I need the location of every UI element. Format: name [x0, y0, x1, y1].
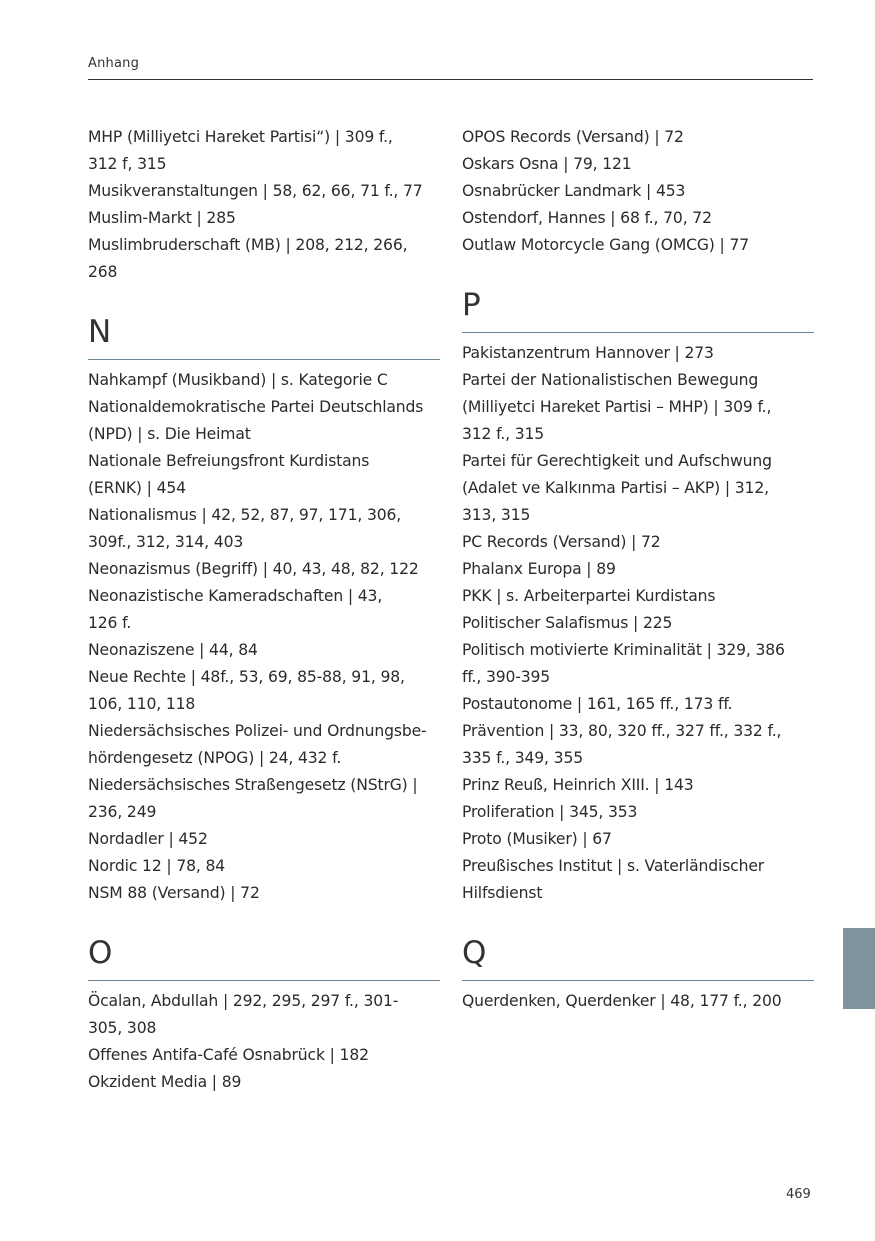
- index-entry-line: (Milliyetci Hareket Partisi – MHP) | 309 f.,: [462, 398, 772, 416]
- section-rule: [88, 359, 440, 360]
- index-entry-line: 313, 315: [462, 506, 531, 524]
- index-entry-line: Phalanx Europa | 89: [462, 560, 616, 578]
- index-entry-line: Osnabrücker Landmark | 453: [462, 182, 686, 200]
- index-entry-line: Niedersächsisches Polizei- und Ordnungsbe-: [88, 722, 427, 740]
- section-heading: [88, 312, 440, 360]
- thumb-index-tab: [843, 928, 875, 1009]
- index-entry-line: Okzident Media | 89: [88, 1073, 242, 1091]
- index-entry-line: Proliferation | 345, 353: [462, 803, 638, 821]
- index-section: [462, 933, 814, 1015]
- index-entry-line: Nationale Befreiungsfront Kurdistans: [88, 452, 370, 470]
- index-entry-line: Neonazismus (Begriff) | 40, 43, 48, 82, 122: [88, 560, 419, 578]
- index-entry-line: Proto (Musiker) | 67: [462, 830, 612, 848]
- index-entry-line: OPOS Records (Versand) | 72: [462, 128, 684, 146]
- index-entry-line: 305, 308: [88, 1019, 157, 1037]
- index-entry-line: 106, 110, 118: [88, 695, 196, 713]
- index-section: [462, 124, 814, 259]
- index-entry-line: Nationalismus | 42, 52, 87, 97, 171, 306,: [88, 506, 402, 524]
- index-entry-line: Niedersächsisches Straßengesetz (NStrG) |: [88, 776, 418, 794]
- index-entry-line: Politischer Salafismus | 225: [462, 614, 673, 632]
- index-entry-line: Nordadler | 452: [88, 830, 208, 848]
- section-rule: [88, 980, 440, 981]
- index-entry-line: PKK | s. Arbeiterpartei Kurdistans: [462, 587, 716, 605]
- section-rule: [462, 980, 814, 981]
- index-entry-line: Neonazistische Kameradschaften | 43,: [88, 587, 383, 605]
- index-entry-line: Partei für Gerechtigkeit und Aufschwung: [462, 452, 772, 470]
- index-entry-line: Ostendorf, Hannes | 68 f., 70, 72: [462, 209, 712, 227]
- section-letter: P: [462, 287, 481, 323]
- index-entry-line: Musikveranstaltungen | 58, 62, 66, 71 f., 77: [88, 182, 423, 200]
- index-entry-line: Politisch motivierte Kriminalität | 329, 386: [462, 641, 785, 659]
- index-entry-line: Neonaziszene | 44, 84: [88, 641, 258, 659]
- index-entry-line: (Adalet ve Kalkınma Partisi – AKP) | 312,: [462, 479, 769, 497]
- index-entry-line: Partei der Nationalistischen Bewegung: [462, 371, 759, 389]
- index-entry-line: Hilfsdienst: [462, 884, 543, 902]
- index-entry-line: 312 f, 315: [88, 155, 167, 173]
- index-entry-line: 268: [88, 263, 118, 281]
- index-entry-line: NSM 88 (Versand) | 72: [88, 884, 260, 902]
- index-entry-line: 236, 249: [88, 803, 157, 821]
- index-entry-line: hördengesetz (NPOG) | 24, 432 f.: [88, 749, 342, 767]
- index-entry-line: Öcalan, Abdullah | 292, 295, 297 f., 301-: [88, 992, 399, 1010]
- index-entry-line: Neue Rechte | 48f., 53, 69, 85-88, 91, 98,: [88, 668, 405, 686]
- index-entry-line: (NPD) | s. Die Heimat: [88, 425, 251, 443]
- section-letter: N: [88, 314, 112, 350]
- index-entry-line: Offenes Antifa-Café Osnabrück | 182: [88, 1046, 369, 1064]
- index-entry-line: 335 f., 349, 355: [462, 749, 583, 767]
- header-rule: [88, 79, 813, 80]
- index-entry-line: PC Records (Versand) | 72: [462, 533, 661, 551]
- running-header: Anhang: [88, 56, 140, 71]
- index-entry-line: Outlaw Motorcycle Gang (OMCG) | 77: [462, 236, 750, 254]
- section-letter: Q: [462, 935, 487, 971]
- index-entry-line: 309f., 312, 314, 403: [88, 533, 244, 551]
- section-letter: O: [88, 935, 113, 971]
- index-section: [462, 285, 814, 907]
- index-entry-line: ff., 390-395: [462, 668, 551, 686]
- index-section: [88, 312, 440, 907]
- page-number: 469: [786, 1187, 811, 1202]
- index-section: [88, 933, 440, 1096]
- index-entry-line: Nationaldemokratische Partei Deutschlands: [88, 398, 424, 416]
- section-rule: [462, 332, 814, 333]
- index-entry-line: Preußisches Institut | s. Vaterländischer: [462, 857, 765, 875]
- index-entry-line: Prävention | 33, 80, 320 ff., 327 ff., 332 f.,: [462, 722, 782, 740]
- index-entry-line: Muslim-Markt | 285: [88, 209, 236, 227]
- index-entry-line: Querdenken, Querdenker | 48, 177 f., 200: [462, 992, 782, 1010]
- index-entry-line: Nahkampf (Musikband) | s. Kategorie C: [88, 371, 388, 389]
- index-entry-line: Postautonome | 161, 165 ff., 173 ff.: [462, 695, 733, 713]
- index-entry-line: (ERNK) | 454: [88, 479, 186, 497]
- index-entry-line: MHP (Milliyetci Hareket Partisi“) | 309 f.,: [88, 128, 393, 146]
- index-entry-line: Pakistanzentrum Hannover | 273: [462, 344, 714, 362]
- index-entry-line: Oskars Osna | 79, 121: [462, 155, 632, 173]
- index-entry-line: 126 f.: [88, 614, 132, 632]
- index-entry-line: Prinz Reuß, Heinrich XIII. | 143: [462, 776, 694, 794]
- section-heading: [462, 933, 814, 981]
- section-heading: [462, 285, 814, 333]
- index-entry-line: Nordic 12 | 78, 84: [88, 857, 226, 875]
- index-column-right: [462, 124, 814, 1015]
- index-column-left: [88, 124, 440, 1096]
- section-heading: [88, 933, 440, 981]
- index-entry-line: Muslimbruderschaft (MB) | 208, 212, 266,: [88, 236, 408, 254]
- index-section: [88, 124, 440, 286]
- index-entry-line: 312 f., 315: [462, 425, 545, 443]
